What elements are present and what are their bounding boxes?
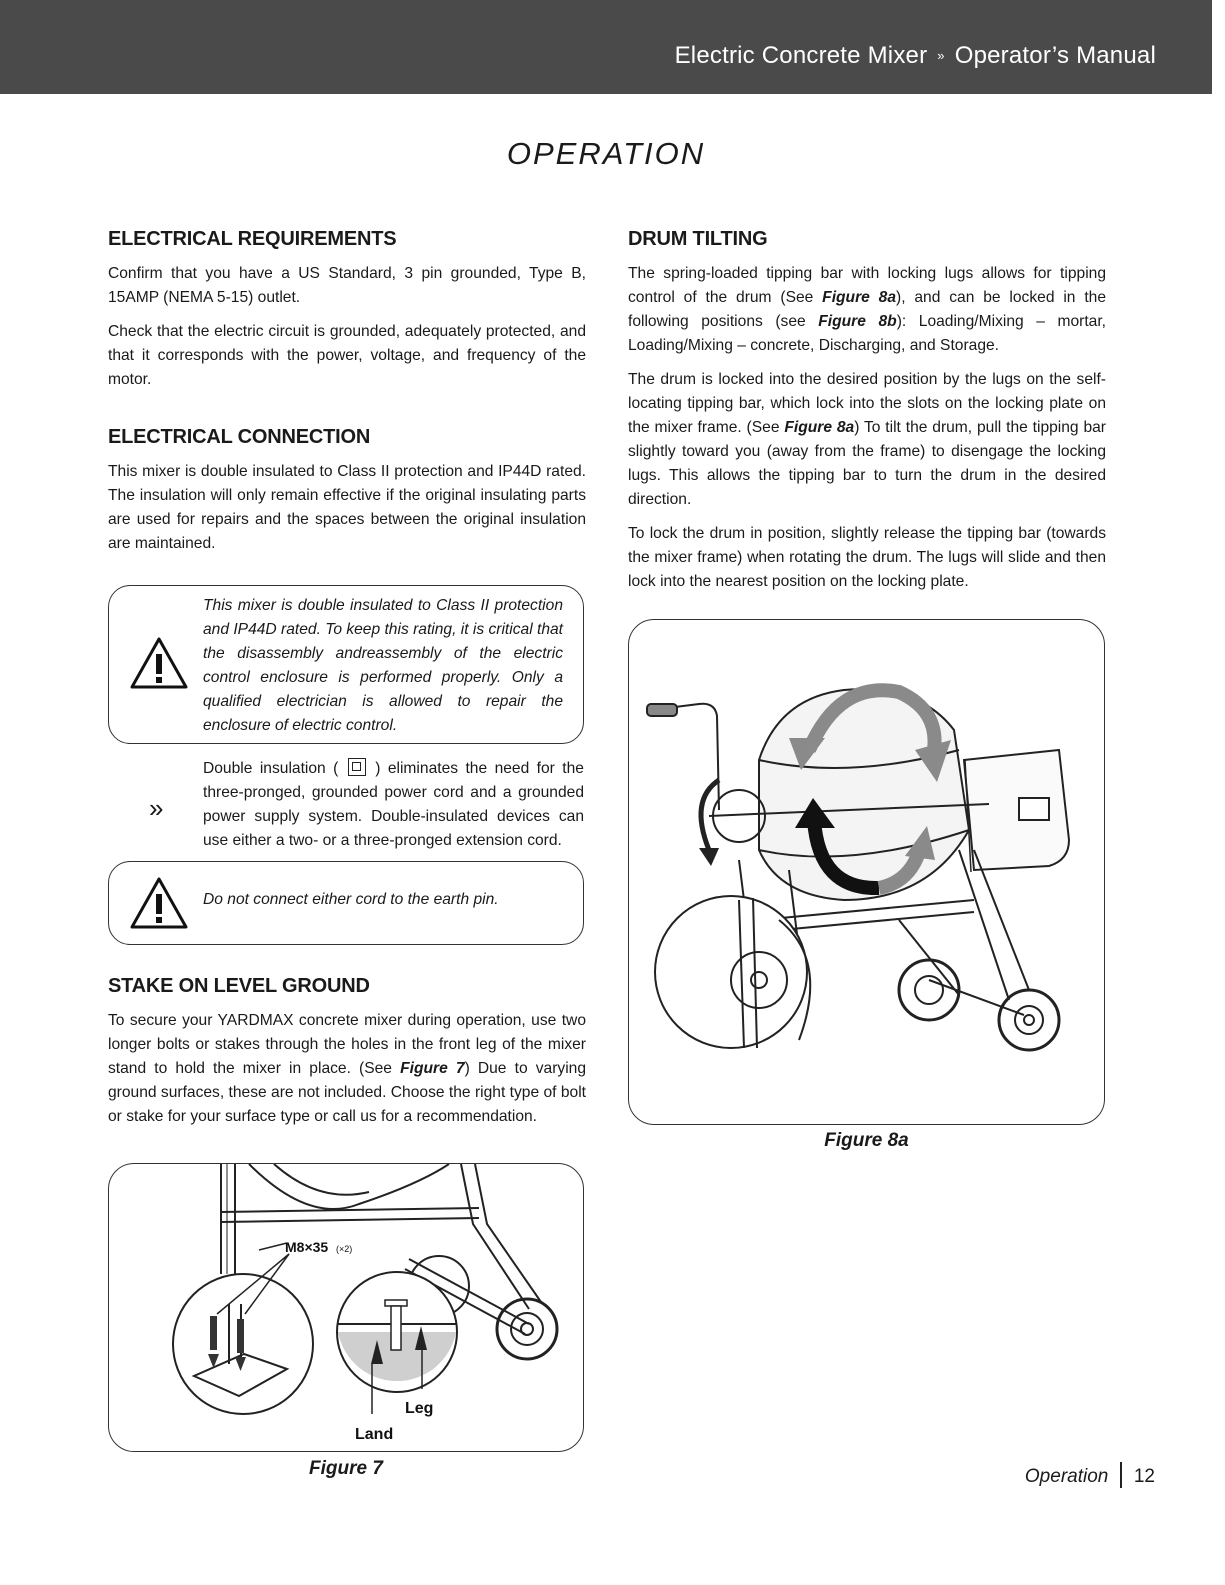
figure7-bolt-qty: (×2) bbox=[336, 1244, 353, 1254]
warning-enclosure-text: This mixer is double insulated to Class II protection and IP44D rated. To keep this rating, it is critical that the disassembly andreassembly of the electric control enclosure is performed properly. Only a qualified electrician is allowed to repair the enclosure of electric control. bbox=[203, 597, 563, 734]
warning-box-enclosure bbox=[108, 585, 584, 744]
figure7-bolt-label: M8×35 bbox=[285, 1239, 329, 1255]
drum-p1-b: ), and can be locked in the following positions (see bbox=[628, 289, 1106, 330]
stake-heading: STAKE ON LEVEL GROUND bbox=[108, 975, 370, 997]
electrical-requirements-p1: Confirm that you have a US Standard, 3 pin grounded, Type B, 15AMP (NEMA 5-15) outlet. bbox=[108, 265, 586, 306]
stake-section bbox=[108, 973, 586, 1139]
header-bar bbox=[0, 0, 1212, 94]
drum-tilting-p1 bbox=[628, 262, 1106, 358]
figure8a-reference: Figure 8a bbox=[784, 419, 855, 436]
warning-triangle-icon bbox=[129, 876, 189, 930]
warning-box-earth-pin bbox=[108, 861, 584, 945]
electrical-requirements-heading: ELECTRICAL REQUIREMENTS bbox=[108, 228, 397, 250]
figure7-land-label: Land bbox=[355, 1426, 394, 1443]
figure7-frame bbox=[108, 1163, 584, 1452]
note-double-insulation bbox=[203, 757, 584, 853]
stake-text-b: ) Due to varying ground surfaces, these are not included. Choose the right type of bolt or stake for your surface type or call us for a recommendation. bbox=[108, 1060, 587, 1125]
drum-tilting-section bbox=[628, 226, 1106, 604]
double-insulation-icon bbox=[348, 758, 366, 776]
figure7-reference: Figure 7 bbox=[400, 1060, 465, 1077]
electrical-connection-p1: This mixer is double insulated to Class II protection and IP44D rated. The insulation will only remain effective if the original insulating parts are used for repairs and the spaces between the original insulation are maintained. bbox=[108, 463, 586, 552]
drum-tilting-heading: DRUM TILTING bbox=[628, 228, 768, 250]
drum-tilting-p2 bbox=[628, 368, 1106, 512]
page-number: 12 bbox=[1133, 1466, 1155, 1487]
note-text-before: Double insulation ( bbox=[203, 760, 339, 777]
header-product: Electric Concrete Mixer bbox=[674, 42, 928, 69]
electrical-requirements-p2: Check that the electric circuit is grounded, adequately protected, and that it corresponds with the power, voltage, and frequency of the motor. bbox=[108, 323, 586, 388]
drum-p2-b: ) To tilt the drum, pull the tipping bar slightly toward you (away from the frame) to disengage the locking lugs. This allows the tipping bar to turn the drum in the desired direction. bbox=[628, 419, 1106, 508]
electrical-section bbox=[108, 226, 586, 566]
figure8b-reference: Figure 8b bbox=[818, 313, 897, 330]
figure7-illustration bbox=[109, 1164, 584, 1452]
figure8a-illustration bbox=[629, 620, 1105, 1125]
note-text-after: ) eliminates the need for the three-pronged, grounded power cord and a grounded power supply system. Double-insulated devices can use either a two- or a three-pronged extension cord. bbox=[203, 760, 584, 849]
header-title bbox=[675, 42, 1156, 70]
figure7-caption: Figure 7 bbox=[309, 1458, 383, 1479]
header-separator: » bbox=[937, 48, 945, 63]
page-title: OPERATION bbox=[506, 136, 706, 171]
footer bbox=[1025, 1462, 1155, 1488]
figure8a-reference: Figure 8a bbox=[822, 289, 897, 306]
warning-triangle-icon bbox=[129, 636, 189, 690]
figure7-leg-label: Leg bbox=[405, 1400, 434, 1417]
drum-p1-a: The spring-loaded tipping bar with locking lugs allows for tipping control of the drum (See bbox=[628, 265, 1106, 306]
header-manual: Operator’s Manual bbox=[954, 42, 1156, 69]
drum-tilting-p3: To lock the drum in position, slightly release the tipping bar (towards the mixer frame) when rotating the drum. The lugs will slide and then lock into the nearest position on the locking plate. bbox=[628, 525, 1106, 590]
figure8a-caption: Figure 8a bbox=[824, 1130, 909, 1151]
note-chevron-icon: » bbox=[149, 793, 164, 823]
figure8a-frame bbox=[628, 619, 1105, 1125]
stake-text-a: To secure your YARDMAX concrete mixer during operation, use two longer bolts or stakes through the holes in the front leg of the mixer stand to hold the mixer in place. (See bbox=[108, 1012, 586, 1077]
footer-divider bbox=[1120, 1462, 1122, 1488]
electrical-connection-heading: ELECTRICAL CONNECTION bbox=[108, 426, 371, 448]
warning-earth-pin-text: Do not connect either cord to the earth pin. bbox=[203, 891, 499, 908]
drum-p2-a: The drum is locked into the desired position by the lugs on the self-locating tipping bar, which lock into the slots on the locking plate on the mixer frame. (See bbox=[628, 371, 1106, 436]
drum-p1-c: ): Loading/Mixing – mortar, Loading/Mixing – concrete, Discharging, and Storage. bbox=[628, 313, 1106, 354]
footer-section: Operation bbox=[1024, 1466, 1109, 1487]
stake-paragraph bbox=[108, 1009, 586, 1129]
